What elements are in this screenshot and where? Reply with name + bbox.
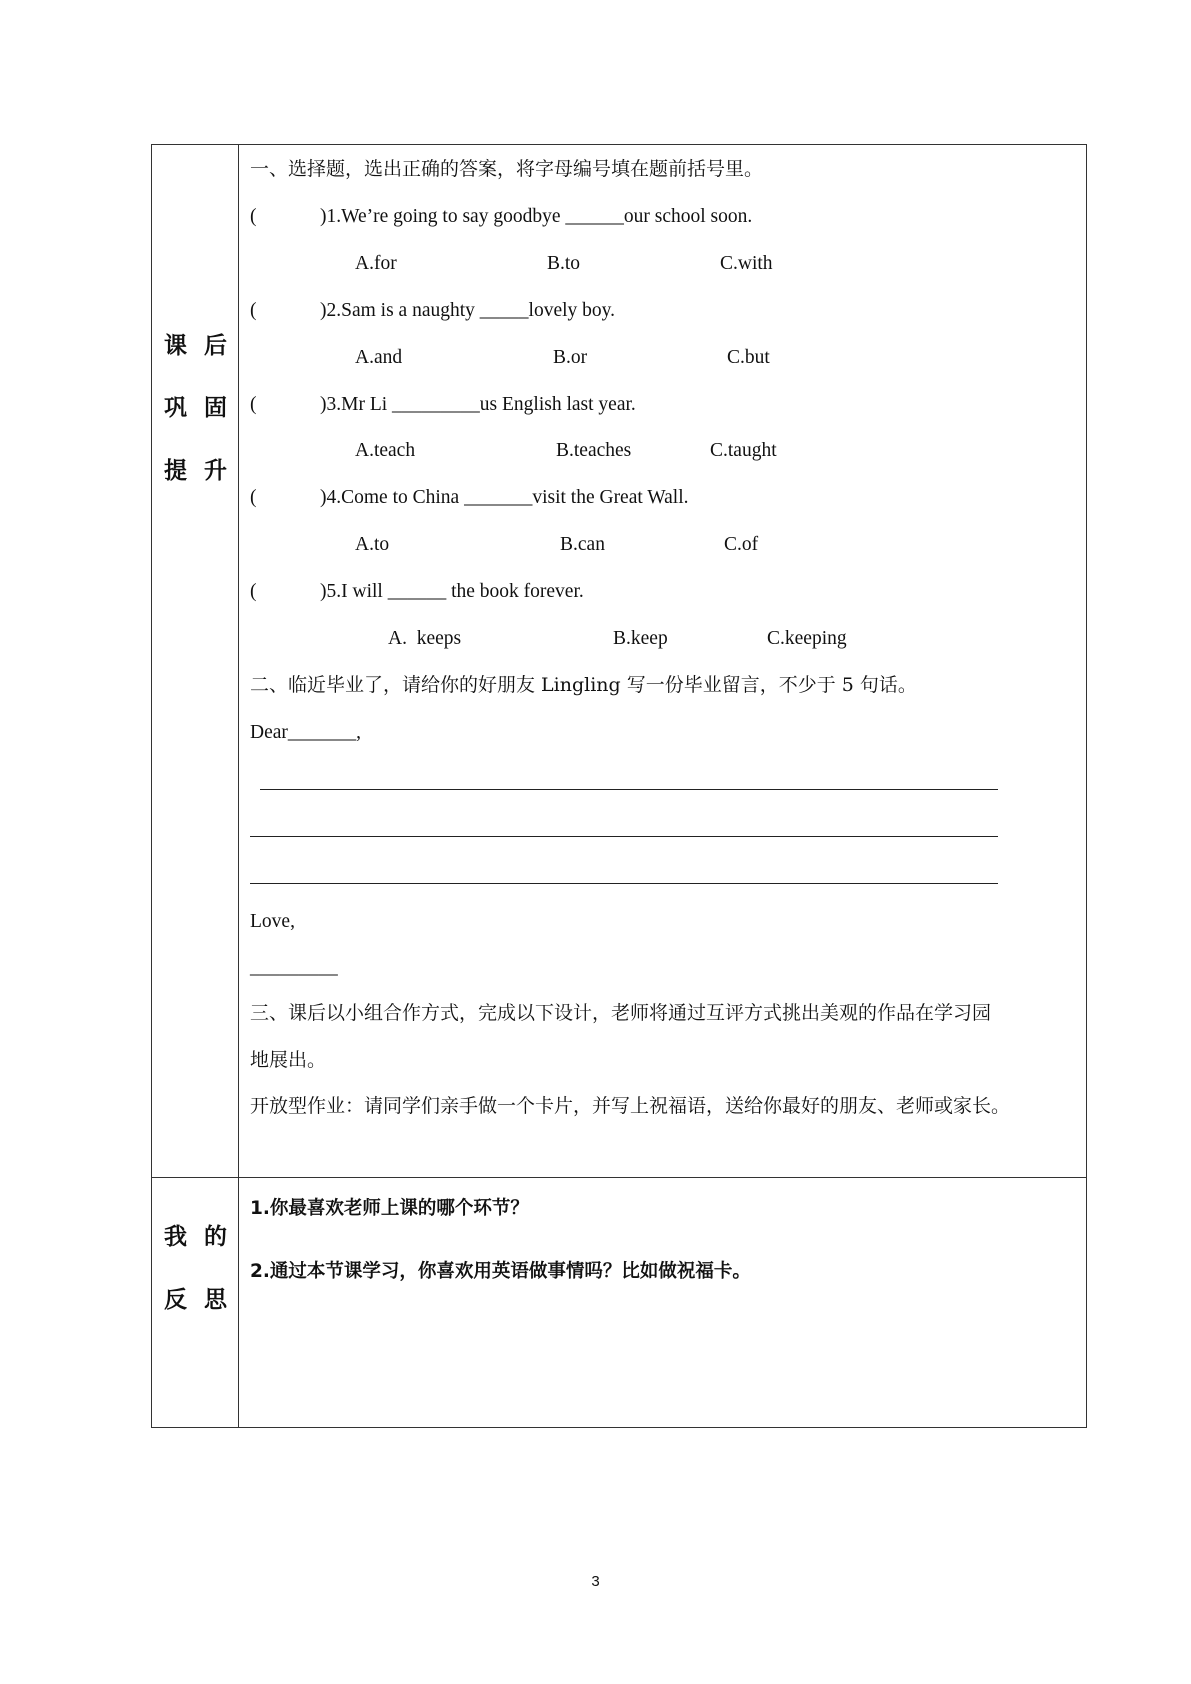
question-stem: )1.We’re going to say goodbye ______our school soon. [320, 206, 753, 227]
option-a: A.to [355, 534, 390, 555]
reflection-question-1: 1.你最喜欢老师上课的哪个环节？ [250, 1198, 529, 1219]
answer-bracket: ( [250, 300, 257, 321]
option-b: B.or [553, 347, 588, 368]
option-b: B.to [547, 253, 581, 274]
option-a: A.and [355, 347, 403, 368]
option-c: C.keeping [767, 628, 847, 649]
writing-line [260, 789, 998, 790]
side-label: 巩固 [164, 395, 244, 421]
part1-heading: 一、选择题，选出正确的答案，将字母编号填在题前括号里。 [250, 158, 764, 180]
question-stem: )4.Come to China _______visit the Great Wall. [320, 487, 689, 508]
option-b: B.teaches [556, 440, 632, 461]
writing-line [250, 836, 998, 837]
letter-closing: Love, [250, 911, 295, 932]
question-stem: )3.Mr Li _________us English last year. [320, 394, 636, 415]
letter-greeting: Dear_______, [250, 722, 362, 743]
section-label-cell [151, 144, 244, 1178]
part2-heading: 二、临近毕业了，请给你的好朋友 Lingling 写一份毕业留言，不少于 5 句话。 [250, 674, 917, 696]
side-label: 反思 [164, 1287, 244, 1313]
option-c: C.of [724, 534, 759, 555]
option-b: B.can [560, 534, 605, 555]
answer-bracket: ( [250, 581, 257, 602]
option-b: B.keep [613, 628, 668, 649]
side-label: 课后 [164, 333, 244, 359]
option-a: A.teach [355, 440, 416, 461]
option-c: C.with [720, 253, 773, 274]
reflection-question-2: 2.通过本节课学习，你喜欢用英语做事情吗？比如做祝福卡。 [250, 1261, 751, 1282]
option-a: A.for [355, 253, 397, 274]
writing-line [250, 883, 998, 884]
side-label: 我的 [164, 1224, 244, 1250]
answer-bracket: ( [250, 206, 257, 227]
option-c: C.but [727, 347, 770, 368]
worksheet-table [151, 144, 1087, 1428]
open-task: 开放型作业：请同学们亲手做一个卡片，并写上祝福语，送给你最好的朋友、老师或家长。 [250, 1095, 1011, 1117]
option-a: A. keeps [388, 628, 462, 649]
question-stem: )2.Sam is a naughty _____lovely boy. [320, 300, 615, 321]
page-number: 3 [591, 1573, 600, 1590]
answer-bracket: ( [250, 487, 257, 508]
letter-signature: _________ [250, 957, 338, 978]
answer-bracket: ( [250, 394, 257, 415]
reflection-label-cell [151, 1177, 244, 1428]
question-stem: )5.I will ______ the book forever. [320, 581, 584, 602]
option-c: C.taught [710, 440, 777, 461]
part3-heading-line2: 地展出。 [250, 1049, 327, 1071]
side-label: 提升 [164, 458, 244, 484]
part3-heading-line1: 三、课后以小组合作方式，完成以下设计，老师将通过互评方式挑出美观的作品在学习园 [250, 1002, 992, 1024]
